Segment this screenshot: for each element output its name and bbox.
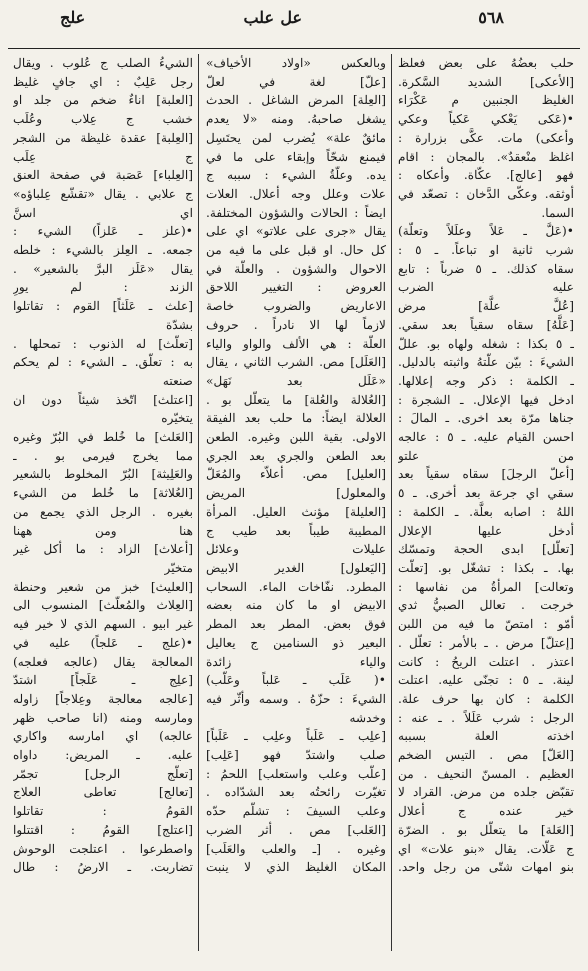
text-line: يده. وعلّةُ الشيء : سببه ج — [206, 168, 386, 183]
text-line: لازماً لها الا نادراً . حروف — [206, 317, 386, 332]
text-line: خير عنده ج أعلال — [398, 804, 574, 819]
text-line: فهو [عالج]. عكّاة. وأعكاه : — [398, 168, 574, 183]
text-line: كل حال. او قبل على ما فيه من — [206, 243, 386, 258]
text-line: •(عَلَّ ـ عَلاً وعلَلاً وتعلّة) — [398, 224, 574, 239]
text-line: المطرد. نفّاخات الماء. السحاب — [206, 579, 386, 594]
text-line: واصطرعوا . اعتلجت الوحوش — [13, 841, 193, 856]
text-line: عالجه) اي امارسه واكاري — [13, 729, 193, 744]
text-line: سقاه كذلك. ـ ٥ ضرباً : تابع — [398, 261, 574, 276]
column-divider — [198, 54, 199, 951]
page-number: ٥٦٨ — [478, 8, 504, 27]
text-line: [عالجه معالجة وعِلاجاً] زاوله — [13, 691, 193, 706]
page-header — [14, 4, 574, 32]
text-line: [أعلّ الرجلَ] سقاه سقياً بعد — [398, 467, 574, 482]
text-line: [العَلة] ما يتعلّل بو . الضرّة — [398, 822, 574, 837]
text-line: أمّو : امتصّ ما فيه من اللبن — [398, 617, 574, 632]
text-line: أدخل عليها الإعلال — [398, 523, 574, 538]
text-line: وبالعكس «اولاد الأخياف» — [206, 56, 386, 70]
text-line: والمعلول] المريض — [206, 486, 386, 501]
text-line: عليلات وعلائل — [206, 542, 386, 557]
text-line: [العُلاثة] ما خُلط من الشيء — [13, 486, 193, 501]
text-line: فيمنع شحّاً وإبقاء على ما في — [206, 149, 386, 164]
text-line: اغلظ منْعقدٌ». بالمجان : اقام — [398, 149, 574, 164]
header-right-word: عل — [280, 8, 302, 27]
text-line: المكان الغليظ الذي لا ينبت — [206, 860, 386, 875]
text-line: الشيءَ : بيّن علّتهُ واثبته بالدليل. — [398, 355, 574, 370]
text-line: [عُلَّ علَّة] مرض — [398, 299, 574, 314]
text-line: وتعالت] المرأةُ من نفاسها : — [398, 579, 574, 594]
text-line: •( عَلَب ـ عَلباً وعَلّب) — [206, 673, 386, 688]
text-line: والياء زائدة — [206, 654, 386, 669]
text-line: بها. ـ بكذا : تشغّل بو. [تعلّت — [398, 560, 574, 575]
text-line: [العِلبة] عقدة غليظة من الشجر — [13, 130, 193, 145]
text-line: يشغل صاحبهُ. ومنه «لا يعدم — [206, 112, 386, 127]
text-line: وعلب السيفَ : تشلّم حدّه — [206, 804, 386, 819]
text-line: سقي اي جرعة بعد أخرى. ـ ٥ — [398, 486, 574, 501]
text-line: [العليلة] مؤنث العليل. المرأة — [206, 504, 386, 519]
text-line: [العِلاث والمُعلّث] المنسوب الى — [13, 598, 193, 613]
text-line: [علّ] لغة في لعلّ — [206, 74, 386, 89]
text-line: [اليَعلول] الغدير الابيض — [206, 560, 386, 575]
text-line: الاحوال والشؤون . والعلّة في — [206, 261, 386, 276]
text-line: العلّة : هي الألف والواو والياء — [206, 336, 386, 351]
header-left-word: علج — [60, 8, 86, 27]
text-line: [تعلّل] ابدى الحجة وتمسّك — [398, 542, 574, 557]
header-rule — [8, 48, 580, 49]
text-line: يقال «جرى على علاتو» اي على — [206, 224, 386, 239]
text-line: بنو امهات شتّى من رجل واحد. — [398, 860, 574, 875]
text-line: [تعلّج الرجل] تجمّر — [13, 766, 193, 781]
text-line: يتخيّره — [161, 411, 193, 426]
text-line: غير ابيو . السهم الذي لا خير فيه — [13, 617, 193, 632]
text-line: لينة. ـ ٥ : تجنّى عليه. اعتلت — [398, 673, 574, 688]
text-line: فوق بعض. المطر بعد المطر — [206, 617, 386, 632]
header-center-word: علب — [243, 8, 274, 27]
text-line: [تعلّث] له الذنوب : تمحلها . — [13, 336, 193, 351]
text-line: الكلمة : كان بها حرف علة. — [398, 691, 574, 706]
text-line: •(علز ـ عَلزاً) الشيء : — [13, 224, 193, 239]
text-line: والعَلِيثة] البُرّ المخلوط بالشعير — [13, 467, 193, 482]
text-line: ايضاً : الحالات والشؤون المختلفة. — [206, 205, 386, 220]
text-line: [العِلة] المرض الشاغل . الحدث — [206, 93, 386, 108]
text-line: مائقٌ علة» يُضرب لمن يحتَسِل — [206, 130, 386, 145]
text-line: [علِب ـ عَلَباً وعلِب ـ عَلَباً] — [206, 729, 386, 744]
text-line: وغيره . [ـ والعلب والعَلَب] — [206, 841, 386, 856]
text-line: خشب ج عِلاب وعُلَب — [13, 112, 193, 127]
text-line: ادخل فيها الإعلال. ـ الشجرة : — [398, 392, 574, 407]
column-right — [398, 54, 574, 957]
text-line: «عَلَل بعد نَهَل» — [206, 373, 386, 388]
text-line: الشيءَ : حزّهُ . وسمه وأثّر فيه — [206, 691, 386, 706]
text-line: الابيض او ما كان منه بعضه — [206, 598, 386, 613]
text-line: وخدشه — [349, 710, 386, 725]
text-line: جمعه. ـ العِلز بالشيء : خلطه — [13, 243, 193, 258]
text-line: [إعتلّ] مرض . ـ بالأمر : تعلّل . — [398, 635, 574, 650]
text-line: [العِلباء] عَصَبة في صفحة العنق — [13, 168, 193, 183]
column-left — [13, 54, 193, 957]
text-line: [العَلب] مص . أثر الضرب — [206, 822, 386, 837]
text-line: [علِج ـ عَلَجاً] اشتدّ — [13, 673, 193, 688]
text-line: العروض : التغيير اللاحق — [206, 280, 386, 295]
text-line: أوثقه. وعكّى الدَّخان : تصعّد في — [398, 186, 574, 201]
text-line: تغيّرت رائحتُه بعد الشدّاده . — [206, 785, 386, 800]
text-line: تضاربت. ـ الارضُ : طال — [13, 860, 193, 875]
text-line: متخيّر — [164, 560, 193, 575]
text-line: [الأعكى] الشديد السَّكرة. — [398, 74, 574, 89]
text-line: حلب بعضُهُ على بعض فعلظ — [398, 56, 574, 70]
text-line: السما. — [541, 205, 574, 220]
text-line: ومارسه ومنه (انا صاحب ظهر — [13, 710, 193, 725]
text-line: •(علج ـ عَلجاً) عليه في — [13, 635, 193, 650]
text-line: ج عَلّات. يقال «بنو علات» اي — [398, 841, 574, 856]
text-line: بشدّة — [165, 317, 193, 332]
text-line: العلالة ايضاً: ما حلب بعد الفيقة — [206, 411, 386, 426]
text-line: [العَلَل] مص. الشرب الثاني ، يقال — [206, 355, 386, 370]
text-line: اخذته العلة بسببه — [398, 729, 574, 744]
text-line: ـ الكلمة : ذكر وجه إعلالها. — [398, 373, 574, 388]
text-line: ج علابي . يقال «تقشّع عِلباؤه» — [13, 186, 193, 201]
text-line: [العَلّ] مص . التيس الضخم — [398, 748, 574, 763]
text-line: [علث ـ عَلَثاً] القوم : تقاتلوا — [13, 299, 193, 314]
text-line: رجل عَلِبٌ : اي جافٍ غليظ — [13, 74, 193, 89]
text-line: صنعته — [162, 373, 193, 388]
text-line: [العُلالة والعُلة] ما يتعلّل بو . — [206, 392, 386, 407]
text-line: الغليظ الجنبين م عَكْرَاء — [398, 93, 574, 108]
text-line: [أعلاث] الزاد : ما أكل غير — [13, 542, 193, 557]
text-line: بغيره . الرجل الذي يجمع من — [13, 504, 193, 519]
text-line: يقال «عَلَز البرَّ بالشعير» . — [13, 261, 193, 276]
text-line: [العليل] مص. أعلاّء والمُعَلّ — [206, 467, 386, 482]
text-line: جناها مرّة بعد اخرى. ـ المالَ : — [398, 411, 574, 426]
text-line: ـ ٥ بكذا : شغله ولهاه بو. عللّ — [398, 336, 574, 351]
text-line: الاعاريض والضروب خاصة — [206, 299, 386, 314]
text-line: [العليث] خبز من شعير وحنطة — [13, 579, 193, 594]
text-line: [اعتلث] اتّخذ شيئاً دون ان — [13, 392, 193, 407]
text-line: عليه. ـ المريض: داواه — [13, 748, 193, 763]
text-line: [عَلَّهُ] سقاه سقياً بعد سقي. — [398, 317, 574, 332]
text-line: به : تعلّق. ـ الشيء : لم يحكم — [13, 355, 193, 370]
text-line: •(عَكى يَعْكي عَكياً وعكي — [398, 112, 574, 127]
text-line: تقبّض جلده من مرض. القراد لا — [398, 785, 574, 800]
text-line: المطيبة طيباً بعد طيب ج — [206, 523, 386, 538]
text-line: [العلبة] اناءٌ ضخم من جلد او — [13, 93, 193, 108]
text-line: [اعتلج] القومُ : اقتتلوا — [13, 822, 193, 837]
text-line: البعير ذو السنامين ج يعاليل — [206, 635, 386, 650]
text-line: ج عِلَب — [13, 149, 193, 164]
text-line: الزند : لم يورِ — [13, 280, 193, 295]
column-divider — [391, 54, 392, 951]
column-middle — [206, 54, 386, 957]
text-line: بعد الطعن والجري بعد الجري — [206, 448, 386, 463]
text-line: [علّب وعلب واستعلب] اللحمُ : — [206, 766, 386, 781]
text-line: الشيءُ الصلب ج عُلوب . ويقال — [13, 56, 193, 70]
text-line: احسن القيام عليه. ـ ٥ : عالجه — [398, 430, 574, 445]
text-line: خرجت . تعالل الصبيُّ ثدي — [398, 598, 574, 613]
text-line: القومُ : تقاتلوا — [13, 804, 193, 819]
text-line: [العَلث] ما خُلط في البُرّ وغيره — [13, 430, 193, 445]
text-line: صلب واشتدّ فهو [عَلِب] — [206, 748, 386, 763]
text-line: الاولى. بقية اللبن وغيره. الطعن — [206, 430, 386, 445]
text-line: عليه الضرب — [398, 280, 574, 295]
text-line: العظيم . المسنّ النحيف . من — [398, 766, 574, 781]
text-line: علات وعلل وجه أعلال. العلات — [206, 186, 386, 201]
text-line: شرب ثانية او تباعاً. ـ ٥ : — [398, 243, 574, 258]
text-line: اي اسنَّ — [13, 205, 193, 220]
text-line: مما يخرج فيرمى بو . ـ — [13, 448, 193, 463]
text-line: اعتذر . اعتلت الريحُ : كانت — [398, 654, 574, 669]
text-line: الرجل : شرب عَلَلاً . ـ عنه : — [398, 710, 574, 725]
text-line: هنا ومن ههنا — [13, 523, 193, 538]
text-line: اللهُ : اصابه بعلَّة. ـ الكلمة : — [398, 504, 574, 519]
text-line: من علتو — [398, 448, 574, 463]
text-line: المعالجة يقال (عالجه فعلجه) — [13, 654, 193, 669]
text-line: [تعالج] تعاطى العلاج — [13, 785, 193, 800]
text-line: وأعكى) مات. عكَّى بزرارة : — [398, 130, 574, 145]
